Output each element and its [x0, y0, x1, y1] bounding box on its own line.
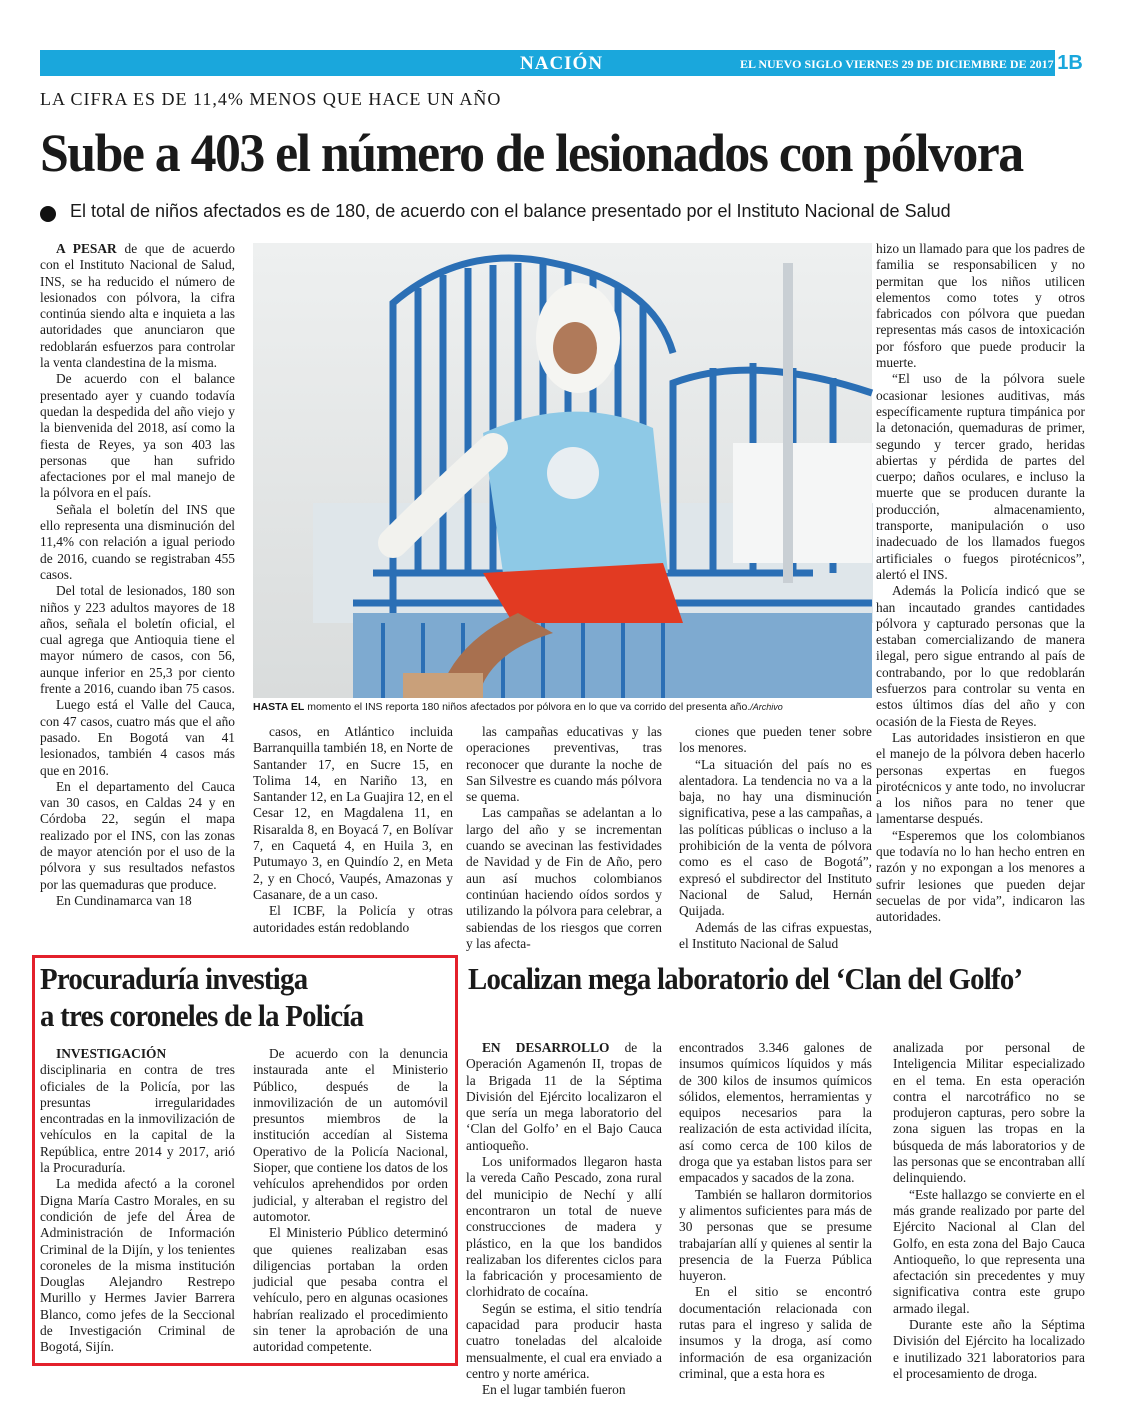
paragraph — [40, 779, 235, 893]
paragraph-text: En Cundinamarca van 18 — [56, 892, 192, 908]
paragraph — [876, 241, 1085, 371]
main-column-4 — [679, 724, 872, 951]
paragraph-text: “El uso de la pólvora suele ocasionar lesiones auditivas, más específicamente ruptura timpánica por la detonación, quemaduras de primer, segundo y tercer grado, heridas abiertas y pérdida de partes del cuerpo; daños oculares, e incluso la muerte que se producen durante la producción, almacenamiento, transporte, manipulación o uso inadecuado de los llamados fuegos artificiales o fuegos pirotécnicos”, alertó el INS. — [876, 371, 1085, 582]
caption-credit: /Archivo — [750, 702, 783, 712]
caption-lead: HASTA EL — [253, 701, 305, 713]
paragraph — [253, 903, 453, 936]
paragraph — [40, 241, 235, 371]
deck-bullet-icon — [40, 206, 56, 222]
paragraph — [466, 724, 662, 805]
paragraph — [466, 1040, 662, 1154]
story3-column-1 — [466, 1040, 662, 1398]
main-column-2 — [253, 724, 453, 948]
deck: El total de niños afectados es de 180, de acuerdo con el balance presentado por el Instituto Nacional de Salud — [70, 201, 951, 221]
paragraph-text: En el departamento del Cauca van 30 casos, en Caldas 24 y en Córdoba 22, según el mapa realizado por el INS, con las zonas de mayor atención por el uso de la pólvora y sus resultados nefastos por las quemaduras que produce. — [40, 778, 235, 892]
page-number: 1B — [1055, 50, 1085, 76]
paragraph — [466, 805, 662, 952]
story2-headline-line2: a tres coroneles de la Policía — [40, 998, 364, 1033]
paragraph — [40, 697, 235, 778]
paragraph — [40, 1046, 235, 1176]
paragraph — [679, 1040, 872, 1187]
caption-text: momento el INS reporta 180 niños afectados por pólvora en lo que va corrido del presenta año. — [304, 701, 751, 713]
paragraph-text: De acuerdo con la denuncia instaurada ante el Ministerio Público, después de la inmovilización de un automóvil presuntos miembros de la institución accedían al Sistema Operativo de la Policía Nacional, Sioper, que contiene los datos de los vehículos aprehendidos por orden judicial, y alteraban el registro del automotor. — [253, 1046, 448, 1224]
paragraph-text: analizada por personal de Inteligencia Militar especializado en el tema. En esta operación contra el narcotráfico no se produjeron capturas, pero sobre la zona siguen las tropas en la búsqueda de más laboratorios y de las personas que se encontraban allí delinquiendo. — [893, 1040, 1085, 1186]
main-column-5 — [876, 241, 1085, 947]
story2-column-2 — [253, 1046, 448, 1355]
paragraph — [679, 724, 872, 757]
paragraph — [40, 1176, 235, 1355]
paragraph-text: Las autoridades insistieron en que el manejo de la pólvora deben hacerlo personas expertas en fuegos pirotécnicos y ante todo, no involucrar a los niños para no tener que lamentarse después. — [876, 729, 1085, 827]
paragraph-text: encontrados 3.346 galones de insumos químicos líquidos y más de 300 kilos de insumos químicos sólidos, elementos, herramientas y equipos necesarios para la realización de esta actividad ilícita, así como cerca de 100 kilos de droga que ya estaban listos para ser empacados y sacados de la zona. — [679, 1040, 872, 1186]
paragraph — [876, 583, 1085, 730]
story3-headline: Localizan mega laboratorio del ‘Clan del Golfo’ — [468, 961, 1023, 996]
paragraph — [40, 371, 235, 501]
paragraph-text: La medida afectó a la coronel Digna María Castro Morales, en su condición de jefe del Área de Administración de Información Criminal de la Dijín, y los tenientes coroneles de la misma institución Douglas Alejandro Restrepo Murillo y Hermes Javier Barrera Blanco, como jefes de la Seccional de Investigación Criminal de Bogotá, Sijín. — [40, 1176, 235, 1355]
paragraph-text: “Este hallazgo se convierte en el más grande realizado por parte del Ejército Nacional al Clan del Golfo, en esta zona del Bajo Cauca Antioqueño, lo que representa una afectación sin precedentes y muy significativa contra este grupo armado ilegal. — [893, 1186, 1085, 1316]
paragraph-text: Señala el boletín del INS que ello representa una disminución del 11,4% con relación a igual periodo de 2016, cuando se registraban 455 casos. — [40, 501, 235, 582]
kicker: LA CIFRA ES DE 11,4% MENOS QUE HACE UN AÑO — [40, 89, 502, 109]
paragraph-text: casos, en Atlántico incluida Barranquilla también 18, en Norte de Santander 17, en Sucre 15, en Tolima 14, en Nariño 13, en Santander 12, en La Guajira 12, en el Cesar 12, en Magdalena 11, en Risaralda 8, en Boyacá 7, en Bolívar 7, en Caquetá 4, en Huila 3, en Putumayo 3, en Quindío 2, en Meta 2, y en Chocó, Vaupés, Amazonas y Casanare, de a un caso. — [253, 724, 453, 902]
paragraph-text: Además la Policía indicó que se han incautado grandes cantidades pólvora y capturado personas que la estaban comercializando de manera ilegal, pero sigue entrando al país de contrabando, por lo que redoblarán esfuerzos para controlar su venta en estos últimos días del año y con ocasión de la Fiesta de Reyes. — [876, 583, 1085, 729]
paragraph — [466, 1301, 662, 1382]
main-column-3 — [466, 724, 662, 951]
paragraph-text: Durante este año la Séptima División del Ejército ha localizado e inutilizado 321 laboratorios para el procesamiento de droga. — [893, 1317, 1085, 1381]
main-headline: Sube a 403 el número de lesionados con pólvora — [40, 123, 1023, 183]
paragraph-text: De acuerdo con el balance presentado ayer y cuando todavía quedan la despedida del año viejo y la bienvenida del 2018, así como la fiesta de Reyes, ya son 403 las personas que han sufrido afectaciones por el mal manejo de la pólvora en el país. — [40, 371, 235, 501]
paragraph — [679, 920, 872, 953]
paragraph — [253, 1046, 448, 1225]
paragraph — [679, 757, 872, 920]
paragraph-text: hizo un llamado para que los padres de familia se responsabilicen y no permitan que los niños utilicen elementos como totes y otros fabricados con pólvora que puedan representas más casos de intoxicación por fósforo que puede producir la muerte. — [876, 241, 1085, 371]
paragraph-text: las campañas educativas y las operaciones preventivas, tras reconocer que durante la noche de San Silvestre es cuando más pólvora se quema. — [466, 724, 662, 805]
section-name: NACIÓN — [520, 53, 604, 74]
paragraph-text: de que de acuerdo con el Instituto Nacional de Salud, INS, se ha reducido el número de lesionados con pólvora, la cifra continúa siendo alta e inquieta a las autoridades que anunciaron que redoblarán esfuerzos para controlar la venta clandestina de la misma. — [40, 241, 235, 371]
masthead-date: EL NUEVO SIGLO VIERNES 29 DE DICIEMBRE DE 2017 — [740, 57, 1054, 71]
paragraph — [893, 1040, 1085, 1187]
paragraph-text: Las campañas se adelantan a lo largo del año y se incrementan cuando se avecinan las festividades de Navidad y de Fin de Año, pero aun así muchos colombianos continúan haciendo oídos sordos y utilizando la pólvora para celebrar, a sabiendas de los riesgos que corren y las afecta- — [466, 805, 662, 951]
story3-column-2 — [679, 1040, 872, 1381]
main-column-1 — [40, 241, 235, 947]
paragraph — [253, 724, 453, 903]
paragraph-text: En el lugar también fueron — [482, 1382, 626, 1398]
paragraph-text: El Ministerio Público determinó que quienes realizaban esas diligencias portaban la orden judicial que pesaba contra el vehículo, pero en algunas ocasiones habrían realizado el procedimiento sin tener la aprobación de una autoridad competente. — [253, 1225, 448, 1355]
paragraph — [40, 893, 235, 909]
paragraph — [679, 1284, 872, 1382]
story2-column-1 — [40, 1046, 235, 1355]
paragraph — [876, 828, 1085, 926]
paragraph-lead: INVESTIGACIÓN — [56, 1046, 167, 1061]
paragraph-text: Luego está el Valle del Cauca, con 47 casos, cuatro más que el año pasado. En Bogotá van 41 lesionados, también 4 casos más que en 2016. — [40, 697, 235, 778]
photo-child-hospital-bed — [253, 243, 872, 698]
paragraph-text: También se hallaron dormitorios y alimentos suficientes para más de 30 personas que se presume trabajarían allí y quienes al sentir la presencia de la Fuerza Pública huyeron. — [679, 1186, 872, 1284]
story2-headline — [40, 960, 363, 1034]
paragraph-text: disciplinaria en contra de tres oficiales de la Policía, por las presuntas irregularidades encontradas en la inmovilización de vehículos en la capital de la República, entre 2014 y 2017, arió la Procuraduría. — [40, 1062, 235, 1176]
paragraph-text: En el sitio se encontró documentación relacionada con rutas para el ingreso y salida de insumos y la droga, así como información de esa organización criminal, que a esta hora es — [679, 1284, 872, 1381]
paragraph — [876, 371, 1085, 583]
paragraph — [466, 1382, 662, 1398]
paragraph — [466, 1154, 662, 1301]
paragraph — [893, 1187, 1085, 1317]
paragraph — [893, 1317, 1085, 1382]
paragraph — [253, 1225, 448, 1355]
photo-illustration — [253, 243, 872, 698]
story3-column-3 — [893, 1040, 1085, 1381]
paragraph — [40, 502, 235, 583]
paragraph-text: Del total de lesionados, 180 son niños y 223 adultos mayores de 18 años, señala el boletín oficial, el cual agrega que Antioquia tiene el mayor número de casos, con 56, aunque inferior en 25,3 por ciento frente a 2016, cuando iban 75 casos. — [40, 583, 235, 697]
paragraph-lead: EN DESARROLLO — [482, 1040, 610, 1055]
photo-caption — [253, 701, 872, 713]
story2-headline-line1: Procuraduría investiga — [40, 961, 308, 996]
paragraph-text: ciones que pueden tener sobre los menores. — [679, 724, 872, 756]
paragraph — [679, 1187, 872, 1285]
paragraph — [876, 730, 1085, 828]
paragraph-text: Según se estima, el sitio tendría capacidad para producir hasta cuatro toneladas del alcaloide mensualmente, el cual era enviado a centro y norte américa. — [466, 1300, 662, 1381]
paragraph-text: Además de las cifras expuestas, el Instituto Nacional de Salud — [679, 919, 872, 951]
paragraph-text: de la Operación Agamenón II, tropas de la Brigada 11 de la Séptima División del Ejército localizaron el que sería un mega laboratorio del ‘Clan del Golfo’ en el Bajo Cauca antioqueño. — [466, 1040, 662, 1153]
paragraph-text: “Esperemos que los colombianos que todavía no lo han hecho entren en razón y no expongan a los menores a sufrir lesiones que pueden dejar secuelas de por vida”, indicaron las autoridades. — [876, 827, 1085, 925]
paragraph-lead: A PESAR — [56, 241, 117, 256]
paragraph-text: “La situación del país no es alentadora. La tendencia no va a la baja, no hay una disminución significativa, pese a las campañas, a las políticas públicas o incluso a la prohibición de la venta de pólvora como es el caso de Bogotá”, expresó el subdirector del Instituto Nacional de Salud, Hernán Quijada. — [679, 756, 872, 919]
paragraph — [40, 583, 235, 697]
paragraph-text: Los uniformados llegaron hasta la vereda Caño Pescado, zona rural del municipio de Nechí y allí encontraron un total de nueve construcciones de madera y plástico, en la que los bandidos realizaban los diferentes ciclos para la fabricación y procesamiento de clorhidrato de cocaína. — [466, 1154, 662, 1300]
paragraph-text: El ICBF, la Policía y otras autoridades están redoblando — [253, 903, 453, 935]
